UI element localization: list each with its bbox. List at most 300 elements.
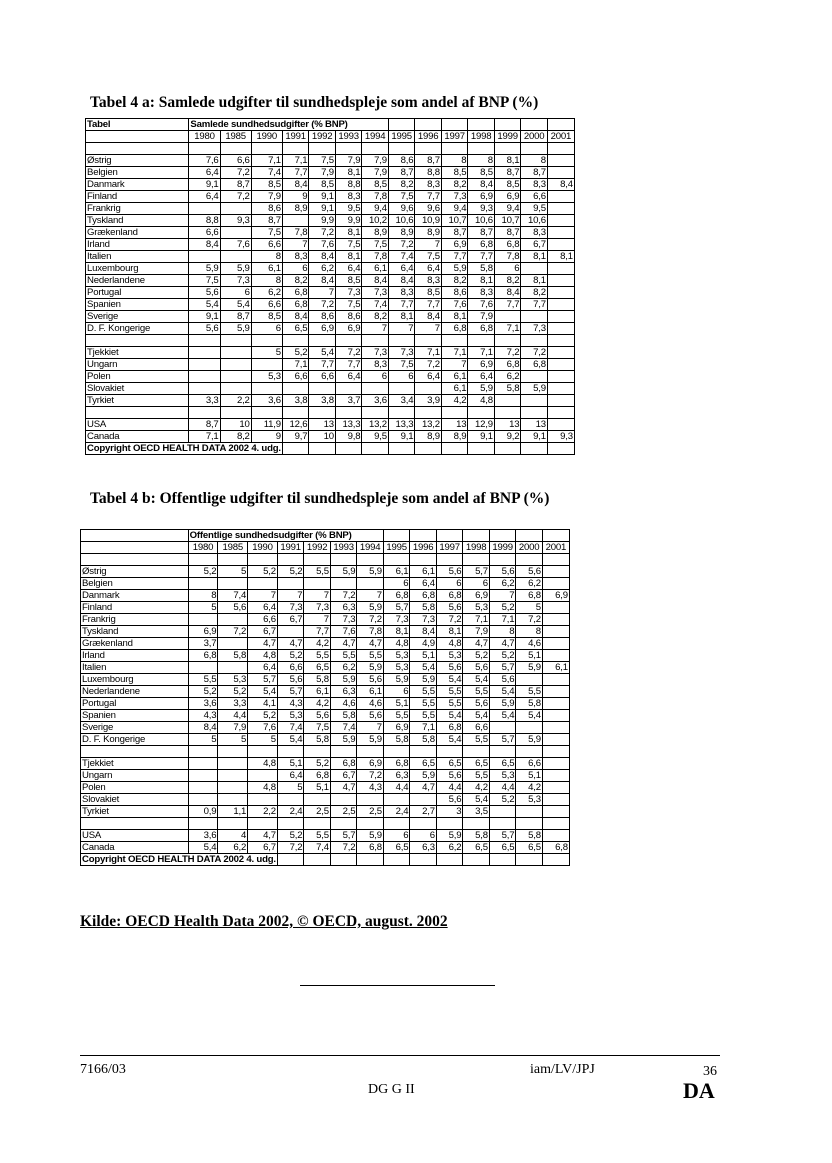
country-name: Irland xyxy=(81,650,189,662)
value-cell: 2,2 xyxy=(220,395,251,407)
value-cell: 7,3 xyxy=(521,323,548,335)
value-cell: 5,1 xyxy=(516,650,543,662)
value-cell: 7,1 xyxy=(251,155,282,167)
value-cell: 6,8 xyxy=(542,842,569,854)
value-cell: 7,8 xyxy=(494,251,521,263)
value-cell xyxy=(330,554,357,566)
empty-cell xyxy=(542,854,569,866)
value-cell: 3,7 xyxy=(188,638,218,650)
copyright-row xyxy=(86,443,575,455)
value-cell xyxy=(494,335,521,347)
value-cell: 6,2 xyxy=(436,842,463,854)
value-cell xyxy=(218,746,248,758)
value-cell xyxy=(189,203,220,215)
value-cell: 7,2 xyxy=(218,626,248,638)
value-cell: 4 xyxy=(218,830,248,842)
value-cell: 6,6 xyxy=(309,371,336,383)
value-cell: 6,8 xyxy=(383,590,410,602)
value-cell xyxy=(218,554,248,566)
value-cell: 2,5 xyxy=(357,806,384,818)
country-name: Tyrkiet xyxy=(81,806,189,818)
value-cell: 4,3 xyxy=(357,782,384,794)
value-cell xyxy=(489,806,516,818)
value-cell xyxy=(251,359,282,371)
year-header: 1993 xyxy=(330,542,357,554)
value-cell xyxy=(189,383,220,395)
value-cell: 8,7 xyxy=(220,179,251,191)
year-header: 1992 xyxy=(309,131,336,143)
value-cell: 5,7 xyxy=(489,662,516,674)
value-cell: 8,1 xyxy=(335,227,362,239)
value-cell: 4,2 xyxy=(304,638,331,650)
value-cell: 7,5 xyxy=(362,239,389,251)
value-cell: 7,1 xyxy=(463,614,490,626)
value-cell: 5,9 xyxy=(189,263,220,275)
value-cell xyxy=(362,383,389,395)
value-cell: 6,3 xyxy=(383,770,410,782)
value-cell: 7,3 xyxy=(362,347,389,359)
value-cell: 8,9 xyxy=(415,431,442,443)
value-cell: 6,8 xyxy=(383,758,410,770)
value-cell: 4,7 xyxy=(248,638,278,650)
value-cell: 13 xyxy=(441,419,468,431)
value-cell: 6,9 xyxy=(542,590,569,602)
value-cell: 8,7 xyxy=(494,167,521,179)
value-cell: 8,2 xyxy=(362,311,389,323)
value-cell xyxy=(248,794,278,806)
value-cell xyxy=(542,806,569,818)
empty-cell xyxy=(383,854,410,866)
value-cell xyxy=(489,746,516,758)
table-row xyxy=(86,215,575,227)
value-cell: 2,4 xyxy=(277,806,304,818)
value-cell xyxy=(220,335,251,347)
empty-cell xyxy=(489,530,516,542)
footer-department: DG G II xyxy=(368,1082,415,1097)
value-cell: 9,5 xyxy=(335,203,362,215)
value-cell xyxy=(542,794,569,806)
value-cell xyxy=(282,143,309,155)
value-cell: 5,2 xyxy=(463,650,490,662)
value-cell xyxy=(463,818,490,830)
value-cell: 5,3 xyxy=(383,650,410,662)
value-cell: 11,9 xyxy=(251,419,282,431)
country-name: Ungarn xyxy=(86,359,189,371)
value-cell xyxy=(410,746,437,758)
country-name: Sverige xyxy=(81,722,189,734)
country-name xyxy=(86,335,189,347)
value-cell xyxy=(309,407,336,419)
table-row xyxy=(86,395,575,407)
value-cell xyxy=(516,722,543,734)
empty-cell xyxy=(494,119,521,131)
value-cell: 5,7 xyxy=(489,734,516,746)
value-cell: 6,2 xyxy=(251,287,282,299)
empty-cell xyxy=(383,530,410,542)
value-cell xyxy=(335,407,362,419)
country-name: Nederlandene xyxy=(81,686,189,698)
empty-cell xyxy=(415,119,442,131)
empty-cell xyxy=(410,854,437,866)
table-row xyxy=(81,782,570,794)
value-cell: 6,9 xyxy=(188,626,218,638)
value-cell xyxy=(463,554,490,566)
value-cell xyxy=(362,143,389,155)
country-name: Tjekkiet xyxy=(81,758,189,770)
year-header: 1992 xyxy=(304,542,331,554)
copyright-row xyxy=(81,854,570,866)
value-cell xyxy=(220,143,251,155)
value-cell xyxy=(362,335,389,347)
value-cell xyxy=(248,818,278,830)
value-cell: 8,2 xyxy=(521,287,548,299)
value-cell: 8,7 xyxy=(468,227,495,239)
value-cell: 10,7 xyxy=(494,215,521,227)
value-cell xyxy=(335,143,362,155)
value-cell xyxy=(335,335,362,347)
empty-cell xyxy=(436,530,463,542)
year-header: 2000 xyxy=(516,542,543,554)
value-cell: 8 xyxy=(441,155,468,167)
value-cell: 6,1 xyxy=(410,566,437,578)
value-cell: 5,8 xyxy=(516,830,543,842)
table-row xyxy=(81,770,570,782)
value-cell: 7,7 xyxy=(494,299,521,311)
value-cell: 5,4 xyxy=(410,662,437,674)
value-cell xyxy=(436,818,463,830)
empty-cell xyxy=(441,443,468,455)
value-cell: 5,4 xyxy=(436,710,463,722)
value-cell: 8,5 xyxy=(441,167,468,179)
value-cell: 6,6 xyxy=(248,614,278,626)
value-cell xyxy=(388,407,415,419)
value-cell xyxy=(357,818,384,830)
empty-cell xyxy=(362,443,389,455)
value-cell: 9,3 xyxy=(547,431,574,443)
value-cell: 8,4 xyxy=(410,626,437,638)
value-cell: 5,6 xyxy=(436,794,463,806)
country-name: Nederlandene xyxy=(86,275,189,287)
value-cell xyxy=(542,722,569,734)
value-cell: 6,9 xyxy=(357,758,384,770)
empty-cell xyxy=(521,119,548,131)
value-cell: 7,2 xyxy=(220,191,251,203)
value-cell xyxy=(542,638,569,650)
value-cell xyxy=(410,794,437,806)
value-cell: 3,4 xyxy=(388,395,415,407)
value-cell: 5,9 xyxy=(410,770,437,782)
value-cell: 8,9 xyxy=(441,431,468,443)
year-header: 1980 xyxy=(189,131,220,143)
value-cell xyxy=(468,143,495,155)
value-cell: 8,6 xyxy=(251,203,282,215)
value-cell: 3,5 xyxy=(463,806,490,818)
value-cell xyxy=(542,626,569,638)
value-cell: 7,5 xyxy=(335,299,362,311)
value-cell: 6 xyxy=(388,371,415,383)
value-cell: 7,4 xyxy=(251,167,282,179)
value-cell: 5,7 xyxy=(489,830,516,842)
value-cell: 5,1 xyxy=(410,650,437,662)
value-cell: 6,1 xyxy=(542,662,569,674)
value-cell: 7,7 xyxy=(388,299,415,311)
value-cell xyxy=(248,554,278,566)
value-cell: 7,9 xyxy=(468,311,495,323)
value-cell xyxy=(547,227,574,239)
empty-cell xyxy=(463,854,490,866)
value-cell: 5,2 xyxy=(248,566,278,578)
value-cell xyxy=(218,782,248,794)
value-cell: 5,6 xyxy=(277,674,304,686)
table-year-header-row xyxy=(86,131,575,143)
value-cell: 4,7 xyxy=(330,638,357,650)
value-cell: 6,3 xyxy=(330,686,357,698)
value-cell xyxy=(547,143,574,155)
value-cell: 6 xyxy=(251,323,282,335)
value-cell: 6,9 xyxy=(463,590,490,602)
value-cell xyxy=(220,383,251,395)
value-cell: 5,3 xyxy=(516,794,543,806)
table-row xyxy=(86,371,575,383)
value-cell: 8,3 xyxy=(335,191,362,203)
country-name: Italien xyxy=(86,251,189,263)
value-cell xyxy=(547,239,574,251)
value-cell: 5,8 xyxy=(410,602,437,614)
value-cell: 8,4 xyxy=(282,179,309,191)
value-cell xyxy=(547,203,574,215)
value-cell: 7,8 xyxy=(362,191,389,203)
country-name: Irland xyxy=(86,239,189,251)
value-cell xyxy=(441,143,468,155)
value-cell: 5,3 xyxy=(277,710,304,722)
value-cell: 9,3 xyxy=(220,215,251,227)
value-cell xyxy=(220,251,251,263)
table-row xyxy=(81,818,570,830)
value-cell: 5,8 xyxy=(410,734,437,746)
value-cell xyxy=(547,215,574,227)
value-cell: 7,1 xyxy=(282,155,309,167)
value-cell: 8,7 xyxy=(189,419,220,431)
value-cell: 6,7 xyxy=(330,770,357,782)
value-cell: 6,4 xyxy=(410,578,437,590)
value-cell: 13,3 xyxy=(388,419,415,431)
value-cell: 8,1 xyxy=(468,275,495,287)
value-cell: 7,2 xyxy=(309,299,336,311)
table-corner-label: Tabel xyxy=(86,119,189,131)
country-name: Grækenland xyxy=(86,227,189,239)
year-header: 1980 xyxy=(188,542,218,554)
table-row xyxy=(81,638,570,650)
value-cell: 7,1 xyxy=(441,347,468,359)
value-cell: 5,4 xyxy=(188,842,218,854)
value-cell: 9,3 xyxy=(468,203,495,215)
value-cell: 2,4 xyxy=(383,806,410,818)
value-cell: 9,6 xyxy=(388,203,415,215)
value-cell xyxy=(410,554,437,566)
value-cell: 5,6 xyxy=(436,566,463,578)
value-cell xyxy=(188,662,218,674)
value-cell: 8,4 xyxy=(415,311,442,323)
empty-cell xyxy=(415,443,442,455)
country-name: Slovakiet xyxy=(81,794,189,806)
value-cell: 8,2 xyxy=(494,275,521,287)
value-cell: 8,1 xyxy=(521,275,548,287)
value-cell: 7,6 xyxy=(248,722,278,734)
value-cell: 4,7 xyxy=(330,782,357,794)
value-cell xyxy=(383,818,410,830)
value-cell xyxy=(282,215,309,227)
value-cell: 13,2 xyxy=(362,419,389,431)
value-cell: 9,1 xyxy=(468,431,495,443)
table-row xyxy=(81,830,570,842)
country-name: D. F. Kongerige xyxy=(86,323,189,335)
value-cell: 8,1 xyxy=(441,311,468,323)
value-cell: 5,5 xyxy=(304,650,331,662)
value-cell xyxy=(188,818,218,830)
table-row xyxy=(86,251,575,263)
table-row xyxy=(81,674,570,686)
value-cell: 1,1 xyxy=(218,806,248,818)
value-cell: 9 xyxy=(282,191,309,203)
value-cell: 5,9 xyxy=(220,323,251,335)
country-name xyxy=(86,407,189,419)
value-cell xyxy=(218,770,248,782)
value-cell: 5,5 xyxy=(463,734,490,746)
year-header: 1994 xyxy=(362,131,389,143)
value-cell xyxy=(282,335,309,347)
value-cell xyxy=(282,407,309,419)
value-cell: 6 xyxy=(494,263,521,275)
value-cell: 3,6 xyxy=(251,395,282,407)
value-cell: 7 xyxy=(357,722,384,734)
year-header: 1996 xyxy=(415,131,442,143)
value-cell xyxy=(357,746,384,758)
value-cell: 6,8 xyxy=(494,239,521,251)
table-row xyxy=(86,167,575,179)
country-name: Danmark xyxy=(86,179,189,191)
value-cell: 4,8 xyxy=(436,638,463,650)
value-cell: 8,4 xyxy=(309,251,336,263)
value-cell xyxy=(248,770,278,782)
value-cell: 5,8 xyxy=(494,383,521,395)
value-cell: 7,7 xyxy=(335,359,362,371)
value-cell: 7,4 xyxy=(304,842,331,854)
value-cell: 10 xyxy=(309,431,336,443)
value-cell xyxy=(362,407,389,419)
year-header: 1995 xyxy=(388,131,415,143)
value-cell xyxy=(251,383,282,395)
country-name: Luxembourg xyxy=(86,263,189,275)
value-cell xyxy=(489,818,516,830)
country-name: Belgien xyxy=(86,167,189,179)
value-cell: 7,4 xyxy=(362,299,389,311)
value-cell: 5,7 xyxy=(277,686,304,698)
value-cell: 7,7 xyxy=(415,191,442,203)
country-name: Luxembourg xyxy=(81,674,189,686)
value-cell xyxy=(218,638,248,650)
value-cell: 7 xyxy=(415,239,442,251)
value-cell: 6,4 xyxy=(189,167,220,179)
value-cell xyxy=(415,407,442,419)
value-cell: 8 xyxy=(521,155,548,167)
value-cell: 8,8 xyxy=(335,179,362,191)
value-cell: 8,4 xyxy=(388,275,415,287)
value-cell: 10,2 xyxy=(362,215,389,227)
value-cell: 5,4 xyxy=(277,734,304,746)
value-cell xyxy=(189,359,220,371)
value-cell: 4,9 xyxy=(410,638,437,650)
value-cell: 7,6 xyxy=(468,299,495,311)
value-cell: 8,7 xyxy=(415,155,442,167)
year-header: 1990 xyxy=(248,542,278,554)
value-cell: 5,9 xyxy=(220,263,251,275)
value-cell xyxy=(277,578,304,590)
empty-cell xyxy=(468,119,495,131)
value-cell: 8,1 xyxy=(494,155,521,167)
value-cell: 5,5 xyxy=(330,650,357,662)
value-cell: 5,2 xyxy=(489,602,516,614)
value-cell: 6,1 xyxy=(383,566,410,578)
table-row xyxy=(81,626,570,638)
value-cell: 4,7 xyxy=(463,638,490,650)
value-cell xyxy=(415,335,442,347)
value-cell: 6,8 xyxy=(516,590,543,602)
value-cell xyxy=(547,323,574,335)
value-cell: 5,6 xyxy=(489,674,516,686)
value-cell xyxy=(218,578,248,590)
value-cell: 5,6 xyxy=(463,662,490,674)
value-cell: 7,2 xyxy=(521,347,548,359)
value-cell: 6,5 xyxy=(489,842,516,854)
table-group-header-row xyxy=(86,119,575,131)
value-cell: 6,1 xyxy=(362,263,389,275)
value-cell: 5,6 xyxy=(304,710,331,722)
value-cell: 5,5 xyxy=(410,698,437,710)
value-cell: 7 xyxy=(248,590,278,602)
value-cell: 5,5 xyxy=(516,686,543,698)
value-cell: 5,4 xyxy=(463,794,490,806)
value-cell: 8,4 xyxy=(494,287,521,299)
value-cell: 8,1 xyxy=(335,251,362,263)
value-cell xyxy=(468,407,495,419)
value-cell: 7,3 xyxy=(335,287,362,299)
value-cell: 8,2 xyxy=(220,431,251,443)
value-cell: 7,4 xyxy=(218,590,248,602)
table-row xyxy=(86,275,575,287)
value-cell: 6,9 xyxy=(468,191,495,203)
empty-cell xyxy=(542,530,569,542)
table-corner-label xyxy=(81,530,189,542)
value-cell: 6,8 xyxy=(521,359,548,371)
value-cell xyxy=(489,722,516,734)
table-row xyxy=(81,758,570,770)
value-cell xyxy=(218,662,248,674)
value-cell: 4,1 xyxy=(248,698,278,710)
value-cell: 12,9 xyxy=(468,419,495,431)
value-cell: 5,1 xyxy=(516,770,543,782)
value-cell: 9,1 xyxy=(521,431,548,443)
value-cell xyxy=(436,746,463,758)
value-cell: 6,8 xyxy=(410,590,437,602)
value-cell: 7,5 xyxy=(304,722,331,734)
country-name: Ungarn xyxy=(81,770,189,782)
value-cell xyxy=(521,395,548,407)
value-cell: 4,8 xyxy=(468,395,495,407)
value-cell xyxy=(188,614,218,626)
value-cell: 7,7 xyxy=(468,251,495,263)
value-cell: 7,7 xyxy=(521,299,548,311)
value-cell: 7,5 xyxy=(309,155,336,167)
